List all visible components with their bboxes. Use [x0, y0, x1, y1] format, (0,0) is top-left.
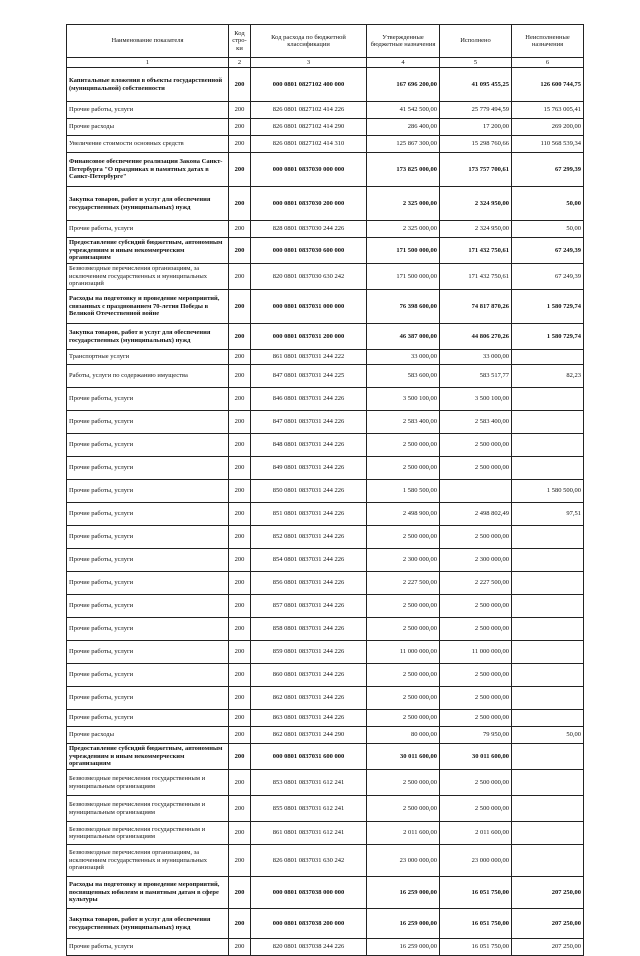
table-row — [67, 480, 584, 503]
indicator-name-cell: Безвозмездные перечисления организациям, за исключением государственных и муниципальных организаций — [67, 845, 229, 877]
expense-code-cell: 000 0801 0837038 200 000 — [251, 909, 367, 939]
approved-cell: 16 259 000,00 — [367, 909, 440, 939]
executed-cell: 583 517,77 — [440, 365, 512, 388]
line-code-cell: 200 — [229, 480, 251, 503]
unexecuted-cell — [512, 822, 584, 845]
executed-cell: 2 500 000,00 — [440, 434, 512, 457]
executed-cell: 16 051 750,00 — [440, 939, 512, 956]
expense-code-cell: 863 0801 0837031 244 226 — [251, 710, 367, 727]
approved-cell: 3 500 100,00 — [367, 388, 440, 411]
executed-cell: 171 432 750,61 — [440, 238, 512, 264]
line-code-cell: 200 — [229, 350, 251, 365]
indicator-name-cell: Закупка товаров, работ и услуг для обеспечения государственных (муниципальных) нужд — [67, 324, 229, 350]
line-code-cell: 200 — [229, 153, 251, 187]
table-row — [67, 595, 584, 618]
header-number-1: 1 — [67, 58, 229, 68]
table-row — [67, 526, 584, 549]
approved-cell: 2 500 000,00 — [367, 595, 440, 618]
executed-cell: 41 095 455,25 — [440, 68, 512, 102]
expense-code-cell: 847 0801 0837031 244 226 — [251, 411, 367, 434]
approved-cell: 1 580 500,00 — [367, 480, 440, 503]
approved-cell: 167 696 200,00 — [367, 68, 440, 102]
unexecuted-cell: 207 250,00 — [512, 877, 584, 909]
unexecuted-cell — [512, 710, 584, 727]
line-code-cell: 200 — [229, 324, 251, 350]
table-row — [67, 136, 584, 153]
indicator-name-cell: Прочие работы, услуги — [67, 526, 229, 549]
indicator-name-cell: Прочие работы, услуги — [67, 595, 229, 618]
line-code-cell: 200 — [229, 744, 251, 770]
line-code-cell: 200 — [229, 411, 251, 434]
unexecuted-cell: 67 299,39 — [512, 153, 584, 187]
expense-code-cell: 849 0801 0837031 244 226 — [251, 457, 367, 480]
indicator-name-cell: Предоставление субсидий бюджетным, автономным учреждениям и иным некоммерческим организациям — [67, 238, 229, 264]
budget-execution-table — [66, 24, 584, 956]
executed-cell: 2 498 802,49 — [440, 503, 512, 526]
header-number-5: 5 — [440, 58, 512, 68]
approved-cell: 2 011 600,00 — [367, 822, 440, 845]
unexecuted-cell: 82,23 — [512, 365, 584, 388]
table-row — [67, 909, 584, 939]
expense-code-cell: 000 0801 0837030 200 000 — [251, 187, 367, 221]
expense-code-cell: 850 0801 0837031 244 226 — [251, 480, 367, 503]
table-row — [67, 365, 584, 388]
expense-code-cell: 859 0801 0837031 244 226 — [251, 641, 367, 664]
expense-code-cell: 847 0801 0837031 244 225 — [251, 365, 367, 388]
expense-code-cell: 862 0801 0837031 244 226 — [251, 687, 367, 710]
line-code-cell: 200 — [229, 770, 251, 796]
table-row — [67, 221, 584, 238]
indicator-name-cell: Работы, услуги по содержанию имущества — [67, 365, 229, 388]
expense-code-cell: 861 0801 0837031 612 241 — [251, 822, 367, 845]
unexecuted-cell — [512, 350, 584, 365]
approved-cell: 2 500 000,00 — [367, 687, 440, 710]
executed-cell: 2 500 000,00 — [440, 796, 512, 822]
approved-cell: 2 500 000,00 — [367, 796, 440, 822]
unexecuted-cell — [512, 664, 584, 687]
indicator-name-cell: Прочие работы, услуги — [67, 710, 229, 727]
executed-cell: 79 950,00 — [440, 727, 512, 744]
table-row — [67, 664, 584, 687]
expense-code-cell: 852 0801 0837031 244 226 — [251, 526, 367, 549]
approved-cell: 2 500 000,00 — [367, 770, 440, 796]
approved-cell: 2 500 000,00 — [367, 457, 440, 480]
line-code-cell: 200 — [229, 710, 251, 727]
line-code-cell: 200 — [229, 365, 251, 388]
approved-cell: 16 259 000,00 — [367, 939, 440, 956]
expense-code-cell: 848 0801 0837031 244 226 — [251, 434, 367, 457]
table-row — [67, 153, 584, 187]
table-row — [67, 238, 584, 264]
executed-cell: 16 051 750,00 — [440, 877, 512, 909]
indicator-name-cell: Безвозмездные перечисления государственным и муниципальным организациям — [67, 770, 229, 796]
unexecuted-cell — [512, 411, 584, 434]
line-code-cell: 200 — [229, 687, 251, 710]
expense-code-cell: 826 0801 0837031 630 242 — [251, 845, 367, 877]
indicator-name-cell: Расходы на подготовку и проведение мероприятий, связанных с празднованием 70-летия Победы в Великой Отечественной войне — [67, 290, 229, 324]
indicator-name-cell: Расходы на подготовку и проведение мероприятий, посвященных юбилеям и памятным датам в сфере культуры — [67, 877, 229, 909]
unexecuted-cell — [512, 388, 584, 411]
unexecuted-cell — [512, 457, 584, 480]
line-code-cell: 200 — [229, 503, 251, 526]
executed-cell: 3 500 100,00 — [440, 388, 512, 411]
table-row — [67, 264, 584, 290]
executed-cell: 2 500 000,00 — [440, 710, 512, 727]
executed-cell — [440, 480, 512, 503]
expense-code-cell: 826 0801 0827102 414 226 — [251, 102, 367, 119]
unexecuted-cell — [512, 595, 584, 618]
indicator-name-cell: Прочие работы, услуги — [67, 618, 229, 641]
approved-cell: 2 583 400,00 — [367, 411, 440, 434]
approved-cell: 2 500 000,00 — [367, 526, 440, 549]
line-code-cell: 200 — [229, 388, 251, 411]
indicator-name-cell: Предоставление субсидий бюджетным, автономным учреждениям и иным некоммерческим организациям — [67, 744, 229, 770]
unexecuted-cell: 67 249,39 — [512, 238, 584, 264]
executed-cell: 30 011 600,00 — [440, 744, 512, 770]
table-row — [67, 68, 584, 102]
approved-cell: 2 325 000,00 — [367, 187, 440, 221]
table-row — [67, 290, 584, 324]
executed-cell: 2 500 000,00 — [440, 687, 512, 710]
executed-cell: 2 324 950,00 — [440, 187, 512, 221]
executed-cell: 2 500 000,00 — [440, 664, 512, 687]
table-row — [67, 388, 584, 411]
indicator-name-cell: Прочие работы, услуги — [67, 549, 229, 572]
indicator-name-cell: Прочие работы, услуги — [67, 503, 229, 526]
unexecuted-cell: 67 249,39 — [512, 264, 584, 290]
executed-cell: 15 298 760,66 — [440, 136, 512, 153]
expense-code-cell: 820 0801 0837030 630 242 — [251, 264, 367, 290]
table-row — [67, 457, 584, 480]
line-code-cell: 200 — [229, 187, 251, 221]
unexecuted-cell — [512, 744, 584, 770]
approved-cell: 80 000,00 — [367, 727, 440, 744]
unexecuted-cell — [512, 845, 584, 877]
unexecuted-cell — [512, 434, 584, 457]
indicator-name-cell: Прочие работы, услуги — [67, 457, 229, 480]
executed-cell: 2 227 500,00 — [440, 572, 512, 595]
table-row — [67, 710, 584, 727]
executed-cell: 2 500 000,00 — [440, 770, 512, 796]
table-header — [67, 25, 584, 68]
table-body — [67, 68, 584, 956]
approved-cell: 2 500 000,00 — [367, 618, 440, 641]
indicator-name-cell: Капитальные вложения в объекты государственной (муниципальной) собственности — [67, 68, 229, 102]
expense-code-cell: 000 0801 0837031 200 000 — [251, 324, 367, 350]
expense-code-cell: 846 0801 0837031 244 226 — [251, 388, 367, 411]
line-code-cell: 200 — [229, 221, 251, 238]
executed-cell: 2 500 000,00 — [440, 457, 512, 480]
line-code-cell: 200 — [229, 102, 251, 119]
header-number-6: 6 — [512, 58, 584, 68]
expense-code-cell: 857 0801 0837031 244 226 — [251, 595, 367, 618]
expense-code-cell: 856 0801 0837031 244 226 — [251, 572, 367, 595]
indicator-name-cell: Прочие расходы — [67, 727, 229, 744]
indicator-name-cell: Прочие расходы — [67, 119, 229, 136]
line-code-cell: 200 — [229, 136, 251, 153]
header-approved: Утвержденные бюджетные назначения — [367, 25, 440, 58]
executed-cell: 2 500 000,00 — [440, 595, 512, 618]
approved-cell: 2 500 000,00 — [367, 664, 440, 687]
executed-cell: 25 779 494,59 — [440, 102, 512, 119]
approved-cell: 33 000,00 — [367, 350, 440, 365]
unexecuted-cell: 1 580 729,74 — [512, 290, 584, 324]
table-row — [67, 727, 584, 744]
unexecuted-cell — [512, 641, 584, 664]
executed-cell: 17 200,00 — [440, 119, 512, 136]
executed-cell: 171 432 750,61 — [440, 264, 512, 290]
approved-cell: 23 000 000,00 — [367, 845, 440, 877]
unexecuted-cell: 110 568 539,34 — [512, 136, 584, 153]
line-code-cell: 200 — [229, 618, 251, 641]
indicator-name-cell: Прочие работы, услуги — [67, 480, 229, 503]
executed-cell: 2 011 600,00 — [440, 822, 512, 845]
table-row — [67, 119, 584, 136]
unexecuted-cell: 269 200,00 — [512, 119, 584, 136]
indicator-name-cell: Безвозмездные перечисления государственным и муниципальным организациям — [67, 796, 229, 822]
unexecuted-cell — [512, 618, 584, 641]
expense-code-cell: 820 0801 0837038 244 226 — [251, 939, 367, 956]
line-code-cell: 200 — [229, 434, 251, 457]
unexecuted-cell: 207 250,00 — [512, 939, 584, 956]
line-code-cell: 200 — [229, 549, 251, 572]
line-code-cell: 200 — [229, 822, 251, 845]
table-row — [67, 572, 584, 595]
line-code-cell: 200 — [229, 68, 251, 102]
line-code-cell: 200 — [229, 119, 251, 136]
approved-cell: 2 500 000,00 — [367, 434, 440, 457]
expense-code-cell: 000 0801 0837031 000 000 — [251, 290, 367, 324]
line-code-cell: 200 — [229, 909, 251, 939]
table-row — [67, 687, 584, 710]
indicator-name-cell: Прочие работы, услуги — [67, 102, 229, 119]
header-number-3: 3 — [251, 58, 367, 68]
unexecuted-cell — [512, 687, 584, 710]
table-row — [67, 822, 584, 845]
indicator-name-cell: Прочие работы, услуги — [67, 411, 229, 434]
approved-cell: 2 227 500,00 — [367, 572, 440, 595]
expense-code-cell: 862 0801 0837031 244 290 — [251, 727, 367, 744]
expense-code-cell: 855 0801 0837031 612 241 — [251, 796, 367, 822]
expense-code-cell: 858 0801 0837031 244 226 — [251, 618, 367, 641]
unexecuted-cell: 1 580 500,00 — [512, 480, 584, 503]
approved-cell: 11 000 000,00 — [367, 641, 440, 664]
table-row — [67, 845, 584, 877]
expense-code-cell: 000 0801 0827102 400 000 — [251, 68, 367, 102]
executed-cell: 74 817 870,26 — [440, 290, 512, 324]
unexecuted-cell: 126 600 744,75 — [512, 68, 584, 102]
indicator-name-cell: Закупка товаров, работ и услуг для обеспечения государственных (муниципальных) нужд — [67, 909, 229, 939]
unexecuted-cell — [512, 526, 584, 549]
line-code-cell: 200 — [229, 290, 251, 324]
approved-cell: 41 542 500,00 — [367, 102, 440, 119]
expense-code-cell: 828 0801 0837030 244 226 — [251, 221, 367, 238]
unexecuted-cell — [512, 796, 584, 822]
executed-cell: 2 500 000,00 — [440, 618, 512, 641]
header-expense-code: Код расхода по бюджетной классификации — [251, 25, 367, 58]
unexecuted-cell: 50,00 — [512, 221, 584, 238]
indicator-name-cell: Финансовое обеспечение реализации Закона Санкт-Петербурга "О праздниках и памятных датах в Санкт-Петербурге" — [67, 153, 229, 187]
approved-cell: 125 867 300,00 — [367, 136, 440, 153]
line-code-cell: 200 — [229, 939, 251, 956]
unexecuted-cell: 207 250,00 — [512, 909, 584, 939]
line-code-cell: 200 — [229, 595, 251, 618]
unexecuted-cell: 50,00 — [512, 727, 584, 744]
approved-cell: 171 500 000,00 — [367, 264, 440, 290]
table-row — [67, 434, 584, 457]
expense-code-cell: 000 0801 0837030 600 000 — [251, 238, 367, 264]
table-row — [67, 187, 584, 221]
table-row — [67, 770, 584, 796]
table-row — [67, 324, 584, 350]
table-row — [67, 411, 584, 434]
approved-cell: 583 600,00 — [367, 365, 440, 388]
approved-cell: 46 387 000,00 — [367, 324, 440, 350]
indicator-name-cell: Прочие работы, услуги — [67, 434, 229, 457]
approved-cell: 2 498 900,00 — [367, 503, 440, 526]
expense-code-cell: 000 0801 0837031 600 000 — [251, 744, 367, 770]
table-row — [67, 939, 584, 956]
expense-code-cell: 854 0801 0837031 244 226 — [251, 549, 367, 572]
table-row — [67, 641, 584, 664]
line-code-cell: 200 — [229, 572, 251, 595]
expense-code-cell: 000 0801 0837038 000 000 — [251, 877, 367, 909]
table-row — [67, 549, 584, 572]
unexecuted-cell — [512, 549, 584, 572]
executed-cell: 2 324 950,00 — [440, 221, 512, 238]
header-number-4: 4 — [367, 58, 440, 68]
header-executed: Исполнено — [440, 25, 512, 58]
line-code-cell: 200 — [229, 526, 251, 549]
approved-cell: 76 398 600,00 — [367, 290, 440, 324]
line-code-cell: 200 — [229, 796, 251, 822]
approved-cell: 2 500 000,00 — [367, 710, 440, 727]
header-indicator-name: Наименование показателя — [67, 25, 229, 58]
line-code-cell: 200 — [229, 457, 251, 480]
executed-cell: 23 000 000,00 — [440, 845, 512, 877]
indicator-name-cell: Прочие работы, услуги — [67, 572, 229, 595]
expense-code-cell: 826 0801 0827102 414 310 — [251, 136, 367, 153]
indicator-name-cell: Прочие работы, услуги — [67, 939, 229, 956]
approved-cell: 2 300 000,00 — [367, 549, 440, 572]
line-code-cell: 200 — [229, 264, 251, 290]
header-unexecuted: Неисполненные назначения — [512, 25, 584, 58]
approved-cell: 173 825 000,00 — [367, 153, 440, 187]
line-code-cell: 200 — [229, 238, 251, 264]
unexecuted-cell — [512, 572, 584, 595]
unexecuted-cell: 50,00 — [512, 187, 584, 221]
unexecuted-cell: 97,51 — [512, 503, 584, 526]
approved-cell: 2 325 000,00 — [367, 221, 440, 238]
executed-cell: 11 000 000,00 — [440, 641, 512, 664]
line-code-cell: 200 — [229, 727, 251, 744]
indicator-name-cell: Прочие работы, услуги — [67, 221, 229, 238]
table-row — [67, 503, 584, 526]
indicator-name-cell: Транспортные услуги — [67, 350, 229, 365]
executed-cell: 173 757 700,61 — [440, 153, 512, 187]
line-code-cell: 200 — [229, 664, 251, 687]
unexecuted-cell: 1 580 729,74 — [512, 324, 584, 350]
expense-code-cell: 860 0801 0837031 244 226 — [251, 664, 367, 687]
indicator-name-cell: Прочие работы, услуги — [67, 641, 229, 664]
table-row — [67, 618, 584, 641]
expense-code-cell: 861 0801 0837031 244 222 — [251, 350, 367, 365]
executed-cell: 2 500 000,00 — [440, 526, 512, 549]
report-sheet — [66, 24, 584, 956]
expense-code-cell: 853 0801 0837031 612 241 — [251, 770, 367, 796]
unexecuted-cell — [512, 770, 584, 796]
line-code-cell: 200 — [229, 641, 251, 664]
indicator-name-cell: Безвозмездные перечисления государственным и муниципальным организациям — [67, 822, 229, 845]
unexecuted-cell: 15 763 005,41 — [512, 102, 584, 119]
indicator-name-cell: Прочие работы, услуги — [67, 664, 229, 687]
table-row — [67, 102, 584, 119]
approved-cell: 16 259 000,00 — [367, 877, 440, 909]
approved-cell: 171 500 000,00 — [367, 238, 440, 264]
approved-cell: 30 011 600,00 — [367, 744, 440, 770]
table-row — [67, 350, 584, 365]
executed-cell: 44 806 270,26 — [440, 324, 512, 350]
executed-cell: 2 583 400,00 — [440, 411, 512, 434]
expense-code-cell: 000 0801 0837030 000 000 — [251, 153, 367, 187]
expense-code-cell: 826 0801 0827102 414 290 — [251, 119, 367, 136]
indicator-name-cell: Безвозмездные перечисления организациям, за исключением государственных и муниципальных организаций — [67, 264, 229, 290]
header-number-2: 2 — [229, 58, 251, 68]
table-row — [67, 744, 584, 770]
indicator-name-cell: Прочие работы, услуги — [67, 388, 229, 411]
expense-code-cell: 851 0801 0837031 244 226 — [251, 503, 367, 526]
approved-cell: 286 400,00 — [367, 119, 440, 136]
indicator-name-cell: Увеличение стоимости основных средств — [67, 136, 229, 153]
executed-cell: 2 300 000,00 — [440, 549, 512, 572]
indicator-name-cell: Прочие работы, услуги — [67, 687, 229, 710]
indicator-name-cell: Закупка товаров, работ и услуг для обеспечения государственных (муниципальных) нужд — [67, 187, 229, 221]
table-row — [67, 796, 584, 822]
line-code-cell: 200 — [229, 845, 251, 877]
executed-cell: 33 000,00 — [440, 350, 512, 365]
line-code-cell: 200 — [229, 877, 251, 909]
table-row — [67, 877, 584, 909]
header-line-code: Код стро-ки — [229, 25, 251, 58]
executed-cell: 16 051 750,00 — [440, 909, 512, 939]
